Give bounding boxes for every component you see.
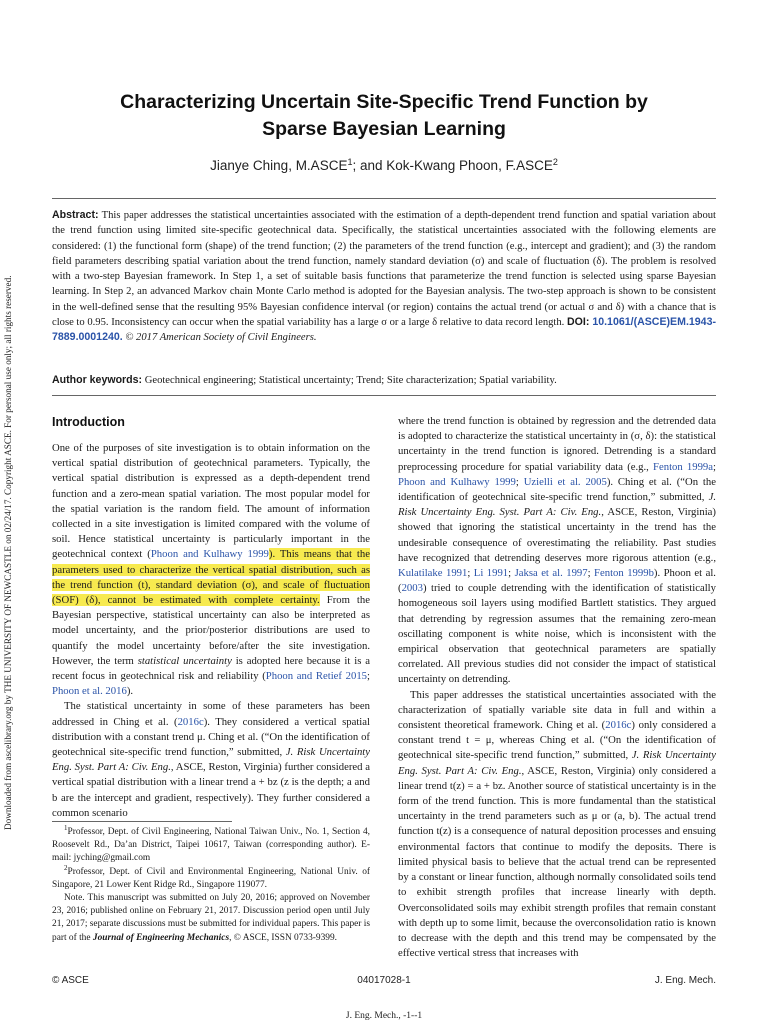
keywords-label: Author keywords: xyxy=(52,374,143,386)
keywords-text: Geotechnical engineering; Statistical uncertainty; Trend; Site characterization; Spatial variability. xyxy=(142,375,557,386)
page-bottom-line: J. Eng. Mech., -1--1 xyxy=(345,1011,423,1021)
citation-link[interactable]: Uzielli et al. 2005 xyxy=(523,475,607,488)
paper-title xyxy=(52,89,716,143)
citation-link[interactable]: Kulatilake 1991 xyxy=(398,567,468,580)
citation-link[interactable]: Fenton 1999b xyxy=(594,567,654,580)
copyright: © 2017 American Society of Civil Engineers. xyxy=(122,332,317,344)
emphasized-term: statistical uncertainty xyxy=(137,654,232,667)
footnote-marker: 2 xyxy=(64,863,68,872)
highlighted-text: ). This means that the parameters used to characterize the vertical spatial distribution, such as the trend function (t), standard deviation (σ), and scale of fluctuation (SOF) (δ), cannot be estimated with complete certainty. xyxy=(52,548,370,607)
citation-link[interactable]: 2016c xyxy=(605,719,632,732)
citation-link[interactable]: Fenton 1999a xyxy=(653,460,714,473)
text: ; xyxy=(713,460,716,473)
abstract-text: This paper addresses the statistical uncertainties associated with the estimation of a depth-dependent trend function and spatial variation about the trend function using limited site-specific geotechnical data. Specifically, the statistical uncertainties associated with the following elements are considered: (1) the functional form (shape) of the trend function; (2) the parameters of the trend function (e.g., intercept and gradient); and (3) the random field parameters describing spatial variation about the trend function, namely standard deviation (σ) and scale of fluctuation (δ). The problem is resolved with a two-step Bayesian framework. In Step 1, a set of suitable basis functions that parameterize the trend function is selected using sparse Bayesian learning. In Step 2, an advanced Markov chain Monte Carlo method is adopted for the Bayesian analysis. The two-step approach is shown to be consistent in the well-defined sense that the resulting 95% Bayesian confidence interval (or region) contains the actual trend (or actual σ and δ) with a chance that is close to 0.95. Inconsistency can occur when the spatial variability has a large σ or a large δ relative to data record length. xyxy=(52,210,716,329)
left-column xyxy=(52,441,370,821)
text: ). xyxy=(126,685,134,698)
citation-link[interactable]: Phoon and Kulhawy 1999 xyxy=(150,548,269,561)
text: ; xyxy=(587,567,595,580)
author-1: Jianye Ching, M.ASCE xyxy=(210,158,348,173)
citation-link[interactable]: Phoon and Retief 2015 xyxy=(265,670,368,683)
right-paragraph-2 xyxy=(398,688,716,962)
title-line-2: Sparse Bayesian Learning xyxy=(262,118,506,140)
footnote-text: Professor, Dept. of Civil Engineering, National Taiwan Univ., No. 1, Section 4, Roosevelt Rd., Da’an District, Taipei 10617, Taiwan (corresponding author). E-mail: jyching@gmail.com xyxy=(52,827,370,864)
note-text: , © ASCE, ISSN 0733-9399. xyxy=(229,932,338,943)
text: This paper addresses the statistical uncertainties associated with the characterization of spatially variable site data in full and within a consistent theoretical framework. Ching et al. ( xyxy=(398,688,716,732)
text: is adopted here because it is a recent focus in geotechnical risk and reliability ( xyxy=(52,654,370,683)
note-text: Note. This manuscript was submitted on July 20, 2016; approved on November 23, 2016; published online on February 21, 2017. Discussion period open until July 21, 2017; separate discussions must be submitted for individual papers. This paper is part of the xyxy=(52,893,371,943)
manuscript-note xyxy=(52,892,370,945)
journal-name: J. Risk Uncertainty Eng. Syst. Part A: Civ. Eng. xyxy=(398,491,716,519)
abstract xyxy=(52,208,716,346)
text: The statistical uncertainty in some of these parameters has been addressed in Ching et al. ( xyxy=(52,700,370,728)
text: ) only considered a constant trend t = μ, whereas Ching et al. (“On the identification of geotechnical site-specific trend function,” submitted, xyxy=(398,719,716,762)
text: ). They considered a vertical spatial distribution with a constant trend μ. Ching et al. (“On the identification of geotechnical site-specific trend function,” submitted, xyxy=(52,715,370,759)
text: , ASCE, Reston, Virginia) showed that ignoring the statistical uncertainty in the trend has the undesirable consequence of overestimating the reliability. Past studies have recognized that detrending deserves more rigorous attention (e.g., xyxy=(398,506,716,564)
download-watermark-text: Downloaded from ascelibrary.org by THE UNIVERSITY OF NEWCASTLE on 02/24/17. Copyright ASCE. For personal use only; all rights reserved. xyxy=(3,275,13,830)
footer-article-number: 04017028-1 xyxy=(357,975,411,986)
title-line-1: Characterizing Uncertain Site-Specific Trend Function by xyxy=(120,91,648,113)
right-paragraph-1 xyxy=(398,414,716,688)
abstract-label: Abstract: xyxy=(52,209,99,221)
footnote-marker: 1 xyxy=(64,824,68,832)
text: where the trend function is obtained by regression and the detrended data is adopted to characterize the statistical uncertainty in (σ, δ): the statistical uncertainty in the trend function is ignored. Detrending is a standard preprocessing procedure for spatial variability data (e.g., xyxy=(398,415,716,473)
intro-paragraph-1 xyxy=(52,441,370,699)
citation-link[interactable]: Phoon et al. 2016 xyxy=(52,685,127,698)
text: ). Phoon et al. ( xyxy=(398,567,716,595)
text: ; xyxy=(467,567,474,580)
text: ; xyxy=(515,475,524,488)
doi-label: DOI: xyxy=(566,316,590,329)
text: ; xyxy=(367,670,370,683)
text: One of the purposes of site investigation is to obtain information on the vertical spatial distribution of geotechnical parameters. Typically, the vertical spatial distribution is expressed as a depth-dependent trend function and a zero-mean spatial variation. The most popular model for the spatial variation is the random field. The amount of information collected in a site investigation is limited compared with the volume of soil. Hence statistical uncertainty is particularly important in the geotechnical context ( xyxy=(52,442,370,561)
citation-link[interactable]: Jaksa et al. 1997 xyxy=(514,567,588,580)
download-watermark xyxy=(3,190,17,830)
text: ; xyxy=(508,567,515,580)
author-keywords xyxy=(52,373,716,388)
author-2-affil: 2 xyxy=(552,157,558,167)
intro-paragraph-2 xyxy=(52,699,370,821)
footer-journal: J. Eng. Mech. xyxy=(654,975,716,986)
footer-left: © ASCE xyxy=(52,975,89,986)
footnotes xyxy=(52,826,370,945)
author-line xyxy=(52,158,716,173)
doi-link[interactable]: 10.1061/(ASCE)EM.1943-7889.0001240. xyxy=(52,316,716,344)
rule-top xyxy=(52,198,716,199)
footnote-rule xyxy=(52,821,232,822)
text: From the Bayesian perspective, statistical uncertainty can also be interpreted as model uncertainty, and the prior/posterior distributions are used to quantify the model uncertainty before/after the site investigation. However, the term xyxy=(52,594,370,667)
author-1-affil: 1 xyxy=(347,157,353,167)
citation-link[interactable]: 2016c xyxy=(177,715,204,728)
author-2: ; and Kok-Kwang Phoon, F.ASCE xyxy=(352,158,553,173)
text: ). Ching et al. (“On the identification of geotechnical site-specific trend function,” submitted, xyxy=(398,475,716,504)
section-heading-introduction: Introduction xyxy=(52,415,125,429)
text: , ASCE, Reston, Virginia) further considered a vertical spatial distribution with a linear trend a + bz (z is the depth; a and b are the intercept and gradient, respectively). They further considered a common scenario xyxy=(52,761,370,819)
citation-link[interactable]: 2003 xyxy=(401,582,423,595)
right-column xyxy=(398,414,716,961)
rule-bottom xyxy=(52,395,716,396)
text: , ASCE, Reston, Virginia) only considered a linear trend t(z) = a + bz. Another source of statistical uncertainty is in the form of the trend function. This is more fundamental than the statistical uncertainty in the trend parameters such as μ or (a, b). The actual trend function t(z) is a consequence of natural deposition processes and ensuing environmental factors that continue to modify the deposits. There is limited physical basis to believe that the actual trend can be represented by a constant or linear function, although normally consolidated soils tend to exhibit strength profiles that increase linearly with depth. Overconsolidated soils may exhibit strength profiles that remain constant with depth up to some limit, because the overconsolidation ratio is known to decrease with the depth and this trend may be compensated by the effective vertical stress that increases with xyxy=(398,764,717,960)
footnote-2 xyxy=(52,863,370,892)
footnote-text: Professor, Dept. of Civil and Environmental Engineering, National Univ. of Singapore, 21 Lower Kent Ridge Rd., Singapore 119077. xyxy=(52,866,370,890)
footnote-1 xyxy=(52,826,370,866)
journal-name: Journal of Engineering Mechanics xyxy=(92,932,230,943)
citation-link[interactable]: Li 1991 xyxy=(473,567,509,580)
journal-name: J. Risk Uncertainty Eng. Syst. Part A: Civ. Eng. xyxy=(398,749,716,777)
text: ) tried to couple detrending with the identification of statistically homogeneous soil layers using modified Bartlett statistics. They argued that detrending by regression assumes that the remaining zero-mean oscillating component is white noise, which is inconsistent with the empirical observation that geotechnical parameters are spatially correlated. All previous studies did not consider the impact of statistical uncertainty on detrending. xyxy=(398,582,716,686)
citation-link[interactable]: Phoon and Kulhawy 1999 xyxy=(398,475,516,488)
journal-name: J. Risk Uncertainty Eng. Syst. Part A: Civ. Eng. xyxy=(52,746,370,774)
